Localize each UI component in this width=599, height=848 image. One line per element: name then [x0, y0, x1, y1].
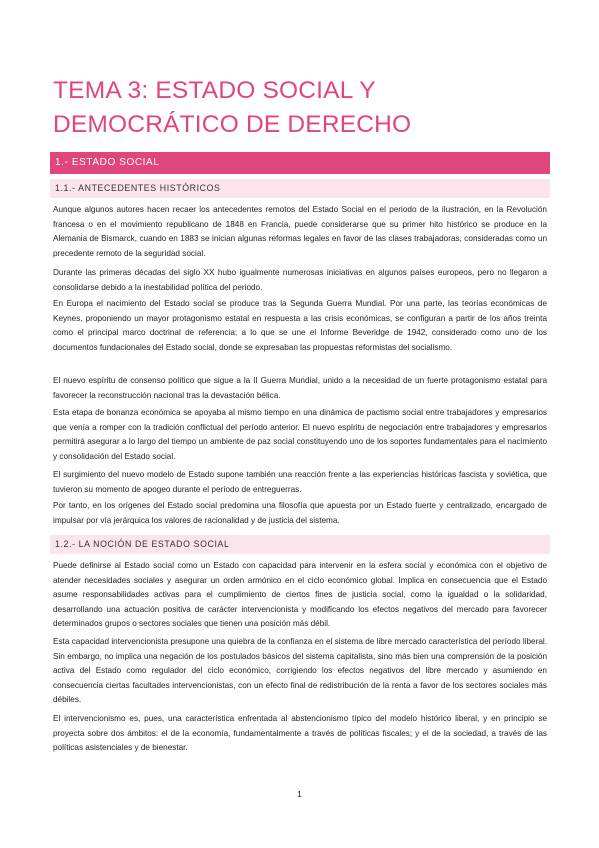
page-number: 1	[297, 789, 302, 799]
section-heading-estado-social: 1.- ESTADO SOCIAL	[50, 152, 550, 174]
paragraph: Esta etapa de bonanza económica se apoyaba al mismo tiempo en una dinámica de pactismo social entre trabajadores y empresarios que venía a romper con la tradición conflictual del período anterior. El nuevo espíritu de negociación entre trabajadores y empresarios permitirá asegurar a lo largo del tiempo un ambiente de paz social constituyendo uno de los soportes fundamentales para el nacimiento y consolidación del Estado social.	[53, 408, 547, 461]
paragraph: El surgimiento del nuevo modelo de Estado supone también una reacción frente a las experiencias históricas fascista y soviética, que tuvieron su momento de apogeo durante el período de entreguerras.	[53, 470, 547, 494]
paragraph: Puede definirse al Estado social como un Estado con capacidad para intervenir en la esfera social y económica con el objetivo de atender necesidades sociales y asegurar un orden armónico en el ciclo económico global. Implica en consecuencia que el Estado asume responsabilidades activas para el cumplimiento de ciertos fines de justicia social, como la igualdad o la solidaridad, desarrollando una actuación positiva de carácter intervencionista y modificando los efectos negativos del mercado para favorecer determinados grupos o sectores sociales que tienen una posición más débil.	[53, 561, 547, 629]
paragraph: El nuevo espíritu de consenso político que sigue a la II Guerra Mundial, unido a la necesidad de un fuerte protagonismo estatal para favorecer la reconstrucción nacional tras la devastación bélica.	[53, 376, 547, 400]
paragraph: Aunque algunos autores hacen recaer los antecedentes remotos del Estado Social en el periodo de la ilustración, en la Revolución francesa o en el movimiento republicano de 1848 en Francia, puede considerarse que su primer hito histórico se produce en la Alemania de Bismarck, cuando en 1883 se inician algunas reformas legales en favor de las clases trabajadoras, consideradas como un precedente remoto de la seguridad social.	[53, 205, 547, 258]
paragraph: Esta capacidad intervencionista presupone una quiebra de la confianza en el sistema de libre mercado característica del período liberal. Sin embargo, no implica una negación de los postulados básicos del sistema capitalista, sino más bien una comprensión de la posición activa del Estado como regulador del ciclo económico, corrigiendo los efectos negativos del libre mercado y asumiendo en consecuencia ciertas facultades intervencionistas, con un efecto final de redistribución de la renta a favor de los sectores sociales más débiles.	[53, 637, 547, 705]
paragraph: Durante las primeras décadas del siglo XX hubo igualmente numerosas iniciativas en algunos países europeos, pero no llegaron a consolidarse debido a la inestabilidad política del periodo.	[53, 268, 547, 292]
paragraph: En Europa el nacimiento del Estado social se produce tras la Segunda Guerra Mundial. Por una parte, las teorías económicas de Keynes, proponiendo un mayor protagonismo estatal en respuesta a las crisis económicas, se configuran a partir de los años treinta como el principal marco doctrinal de referencia; a lo que se une el Informe Beveridge de 1942, considerado como uno de los documentos fundacionales del Estado social, donde se expresaban las propuestas reformistas del socialismo.	[53, 299, 547, 352]
paragraph: El intervencionismo es, pues, una característica enfrentada al abstencionismo típico del modelo histórico liberal, y en principio se proyecta sobre dos ámbitos: el de la economía, fundamentalmente a través de políticas fiscales; y el de la sociedad, a través de las políticas asistenciales y de bienestar.	[53, 714, 547, 753]
subsection-heading-nocion: 1.2.- LA NOCIÓN DE ESTADO SOCIAL	[50, 535, 550, 554]
subsection-heading-antecedentes: 1.1.- ANTECEDENTES HISTÓRICOS	[50, 179, 550, 198]
paragraph: Por tanto, en los orígenes del Estado social predomina una filosofía que apuesta por un Estado fuerte y centralizado, encargado de impulsar por vía jerárquica los valores de racionalidad y de justicia del sistema.	[53, 501, 547, 525]
document-title: TEMA 3: ESTADO SOCIAL Y DEMOCRÁTICO DE DERECHO	[53, 77, 412, 138]
